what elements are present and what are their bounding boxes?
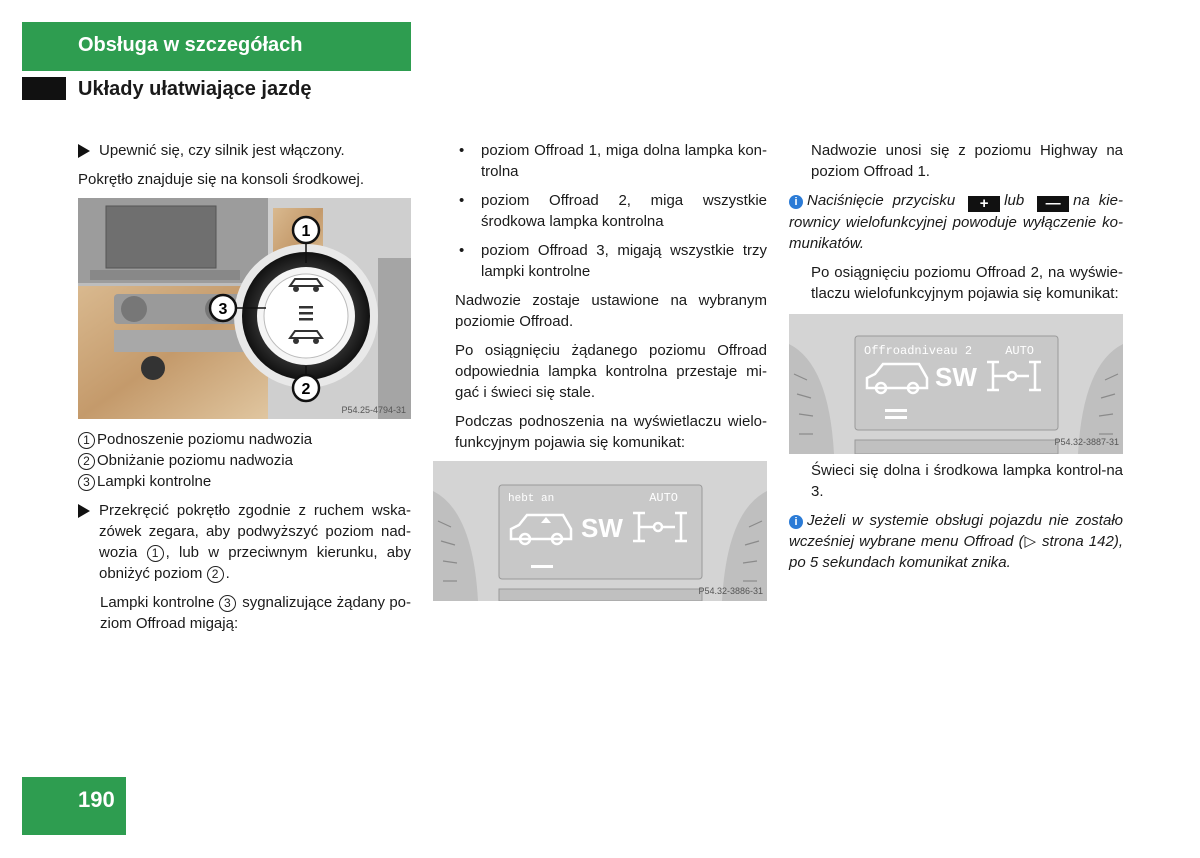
- body-paragraph: Świeci się dolna i środkowa lampka kontrol-na 3.: [811, 462, 1123, 500]
- column-2: [455, 140, 767, 461]
- legend-item: [78, 471, 411, 492]
- display-sw: SW: [581, 513, 623, 543]
- info-note: [789, 510, 1123, 573]
- display-label: hebt an: [508, 493, 555, 505]
- bullet-dot: •: [459, 142, 465, 159]
- info-text-part: lub: [1004, 192, 1025, 209]
- step-arrow-icon: [78, 504, 90, 518]
- section-header: [22, 22, 411, 71]
- legend-text: Obniżanie poziomu nadwozia: [97, 452, 293, 469]
- step-text: [99, 500, 411, 584]
- bullet-dot: •: [459, 242, 465, 259]
- knob-illustration: [78, 198, 411, 419]
- figure-code: P54.25-4794-31: [341, 405, 406, 415]
- level-bar: [531, 565, 553, 568]
- bullet-item: [455, 190, 767, 232]
- subsection-marker: [22, 77, 66, 100]
- text-part: Lampki kontrolne: [100, 594, 215, 611]
- display-mode: AUTO: [649, 491, 678, 505]
- figure-code: P54.32-3886-31: [698, 586, 763, 596]
- step-arrow-icon: [78, 144, 90, 158]
- body-paragraph: Nadwozie zostaje ustawione na wybranym poziomie Offroad.: [455, 292, 767, 330]
- lamps-text: [78, 592, 411, 634]
- info-text: Jeżeli w systemie obsługi pojazdu nie zostało wcześniej wybrane menu Offroad (▷ strona 142), po 5 sekundach komunikat znika.: [789, 512, 1123, 571]
- legend-num: 1: [78, 432, 95, 449]
- figure-code: P54.32-3887-31: [1054, 437, 1119, 447]
- body-paragraph: Nadwozie unosi się z poziomu Highway na poziom Offroad 1.: [811, 142, 1123, 180]
- ref-num: 1: [147, 545, 164, 562]
- step-text-part: , lub w przeciwnym kierunku, aby obniżyć poziom: [99, 544, 411, 582]
- section-title: Obsługa w szczegółach: [78, 34, 303, 56]
- plus-key-icon: +: [968, 196, 1000, 212]
- info-note: [789, 190, 1123, 254]
- callout-2: 2: [301, 381, 311, 398]
- legend-num: 2: [78, 453, 95, 470]
- bullet-text: poziom Offroad 1, miga dolna lampka kon-trolna: [481, 142, 767, 180]
- display-mode: AUTO: [1005, 344, 1034, 358]
- info-text-part: na kie-rownicy wielofunkcyjnej powoduje wyłączenie ko-munikatów.: [789, 192, 1123, 252]
- body-paragraph: Po osiągnięciu poziomu Offroad 2, na wyświe-tlaczu wielofunkcyjnym pojawia się komunikat:: [811, 264, 1123, 302]
- display-label: Offroadniveau 2: [864, 344, 973, 358]
- page-number: [22, 777, 126, 835]
- legend-text: Lampki kontrolne: [97, 473, 212, 490]
- step-text: Upewnić się, czy silnik jest włączony.: [99, 142, 345, 159]
- bullet-item: [455, 140, 767, 182]
- callout-3: 3: [218, 301, 228, 318]
- figure-display-raising: [433, 461, 767, 601]
- legend-item: [78, 429, 411, 450]
- ref-num: 3: [219, 595, 236, 612]
- legend-item: [78, 450, 411, 471]
- legend-text: Podnoszenie poziomu nadwozia: [97, 431, 313, 448]
- bullet-item: [455, 240, 767, 282]
- column-1: [78, 140, 411, 642]
- callout-1: 1: [301, 223, 311, 240]
- column-3-lower: [789, 460, 1123, 581]
- info-icon: i: [789, 195, 803, 209]
- step-ensure-engine: [78, 140, 411, 161]
- bullet-text: poziom Offroad 3, migają wszystkie trzy lampki kontrolne: [481, 242, 767, 280]
- subsection-title: Układy ułatwiające jazdę: [78, 78, 312, 100]
- knob-location-text: Pokrętło znajduje się na konsoli środkowej.: [78, 171, 364, 188]
- bullet-text: poziom Offroad 2, miga wszystkie środkowa lampka kontrolna: [481, 192, 767, 230]
- page-number-text: 190: [78, 787, 115, 812]
- minus-key-icon: —: [1037, 196, 1069, 212]
- legend-num: 3: [78, 474, 95, 491]
- bullet-dot: •: [459, 192, 465, 209]
- figure-knob: [78, 198, 411, 419]
- ref-num: 2: [207, 566, 224, 583]
- figure-display-offroad2: [789, 314, 1123, 454]
- text-part: sygnalizujące żądany po-ziom Offroad migają:: [100, 594, 412, 632]
- body-paragraph: Podczas podnoszenia na wyświetlaczu wielo-funkcyjnym pojawia się komunikat:: [455, 413, 767, 451]
- level-bar: [885, 416, 907, 419]
- info-text-part: Naciśnięcie przycisku: [807, 192, 956, 209]
- level-bar: [885, 409, 907, 412]
- step-turn-knob: [78, 500, 411, 584]
- column-3: [789, 140, 1123, 312]
- step-text-part: Przekręcić pokrętło zgodnie z ruchem wska-zówek zegara, aby podwyższyć poziom nad-wozia: [99, 502, 411, 561]
- body-paragraph: Po osiągnięciu żądanego poziomu Offroad odpowiednia lampka kontrolna przestaje mi-gać i świeci się stale.: [455, 342, 767, 401]
- step-text-part: .: [225, 565, 230, 582]
- display-sw: SW: [935, 362, 977, 392]
- figure-legend: [78, 429, 411, 492]
- display-illustration: [789, 314, 1123, 454]
- info-icon: i: [789, 515, 803, 529]
- display-illustration: [433, 461, 767, 601]
